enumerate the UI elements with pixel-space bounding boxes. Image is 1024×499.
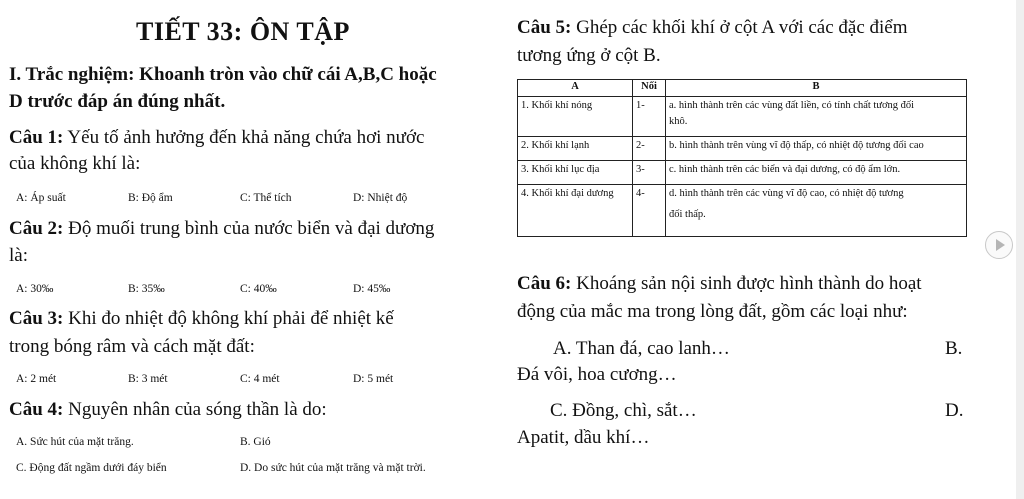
q5-label: Câu 5: xyxy=(517,17,572,38)
table-row xyxy=(518,161,967,185)
q6-stem-line1 xyxy=(517,273,922,295)
q3-option-a[interactable]: A: 2 mét xyxy=(16,373,57,385)
section-heading-line2: D trước đáp án đúng nhất. xyxy=(9,91,226,112)
column-header-noi: Nối xyxy=(633,80,666,97)
q5-stem-line2: tương ứng ở cột B. xyxy=(517,45,661,66)
section-heading-line1: I. Trắc nghiệm: Khoanh tròn vào chữ cái A,B,C hoặc xyxy=(9,64,437,85)
q2-option-c[interactable]: C: 40‰ xyxy=(240,283,277,295)
q1-option-a[interactable]: A: Áp suất xyxy=(16,192,66,204)
page-title: TIẾT 33: ÔN TẬP xyxy=(136,17,350,46)
matching-table xyxy=(517,79,967,237)
q1-label: Câu 1: xyxy=(9,127,64,148)
cell-b-line2: đối thấp. xyxy=(669,209,706,220)
q1-stem-line1 xyxy=(9,127,424,149)
q1-option-d[interactable]: D: Nhiệt độ xyxy=(353,192,408,204)
q6-option-b-letter[interactable]: B. xyxy=(945,338,963,359)
q2-option-d[interactable]: D: 45‰ xyxy=(353,283,391,295)
q6-stem-line2: động của mắc ma trong lòng đất, gồm các loại như: xyxy=(517,301,908,322)
cell-noi[interactable]: 4- xyxy=(633,185,666,237)
q3-option-c[interactable]: C: 4 mét xyxy=(240,373,280,385)
cell-b: c. hình thành trên các biển và đại dương, có độ ẩm lớn. xyxy=(666,161,967,185)
q6-text1: Khoáng sản nội sinh được hình thành do hoạt xyxy=(571,273,922,294)
cell-a: 2. Khối khí lạnh xyxy=(518,137,633,161)
cell-a: 3. Khối khí lục địa xyxy=(518,161,633,185)
q2-stem-line1 xyxy=(9,218,434,240)
cell-b xyxy=(666,185,967,237)
q2-stem-line2: là: xyxy=(9,245,28,266)
cell-b-line1: a. hình thành trên các vùng đất liền, có tính chất tương đối xyxy=(669,100,915,111)
q4-option-a[interactable]: A. Sức hút của mặt trăng. xyxy=(16,436,134,448)
q3-text1: Khi đo nhiệt độ không khí phải để nhiệt kế xyxy=(63,308,394,329)
q1-stem-line2: của không khí là: xyxy=(9,153,141,174)
q3-option-b[interactable]: B: 3 mét xyxy=(128,373,168,385)
q6-option-c[interactable]: C. Đồng, chì, sắt… xyxy=(550,400,697,421)
column-header-b: B xyxy=(666,80,967,97)
q5-stem-line1 xyxy=(517,17,908,39)
q6-option-a[interactable]: A. Than đá, cao lanh… xyxy=(553,338,730,359)
q2-label: Câu 2: xyxy=(9,218,64,239)
q5-text1: Ghép các khối khí ở cột A với các đặc điểm xyxy=(571,17,908,38)
cell-a: 1. Khối khí nóng xyxy=(518,97,633,137)
q1-text1: Yếu tố ảnh hưởng đến khả năng chứa hơi nước xyxy=(63,127,425,148)
viewer-scroll-edge xyxy=(1016,0,1024,499)
q3-label: Câu 3: xyxy=(9,308,64,329)
table-row xyxy=(518,97,967,137)
q6-label: Câu 6: xyxy=(517,273,572,294)
cell-b xyxy=(666,97,967,137)
q1-option-c[interactable]: C: Thể tích xyxy=(240,192,292,204)
table-row xyxy=(518,185,967,237)
cell-noi[interactable]: 3- xyxy=(633,161,666,185)
q4-option-b[interactable]: B. Gió xyxy=(240,436,271,448)
cell-noi[interactable]: 1- xyxy=(633,97,666,137)
q2-option-b[interactable]: B: 35‰ xyxy=(128,283,165,295)
q4-text1: Nguyên nhân của sóng thần là do: xyxy=(63,399,327,420)
table-header-row xyxy=(518,80,967,97)
cell-b-line2: khô. xyxy=(669,116,688,127)
next-slide-icon[interactable] xyxy=(985,231,1013,259)
column-header-a: A xyxy=(518,80,633,97)
cell-noi[interactable]: 2- xyxy=(633,137,666,161)
q4-option-d[interactable]: D. Do sức hút của mặt trăng và mặt trời. xyxy=(240,462,426,474)
cell-b-line1: d. hình thành trên các vùng vĩ độ cao, có nhiệt độ tương xyxy=(669,188,904,199)
q1-option-b[interactable]: B: Độ ẩm xyxy=(128,192,173,204)
q2-option-a[interactable]: A: 30‰ xyxy=(16,283,54,295)
q6-option-d-text[interactable]: Apatit, dầu khí… xyxy=(517,427,650,448)
cell-a: 4. Khối khí đại dương xyxy=(518,185,633,237)
q4-label: Câu 4: xyxy=(9,399,64,420)
q3-stem-line1 xyxy=(9,308,394,330)
q4-option-c[interactable]: C. Động đất ngầm dưới đáy biển xyxy=(16,462,167,474)
q3-stem-line2: trong bóng râm và cách mặt đất: xyxy=(9,336,255,357)
q2-text1: Độ muối trung bình của nước biển và đại dương xyxy=(63,218,435,239)
q4-stem-line1 xyxy=(9,399,327,421)
q6-option-d-letter[interactable]: D. xyxy=(945,400,964,421)
cell-b: b. hình thành trên vùng vĩ độ thấp, có nhiệt độ tương đối cao xyxy=(666,137,967,161)
q6-option-b-text[interactable]: Đá vôi, hoa cương… xyxy=(517,364,677,385)
q3-option-d[interactable]: D: 5 mét xyxy=(353,373,394,385)
table-row xyxy=(518,137,967,161)
